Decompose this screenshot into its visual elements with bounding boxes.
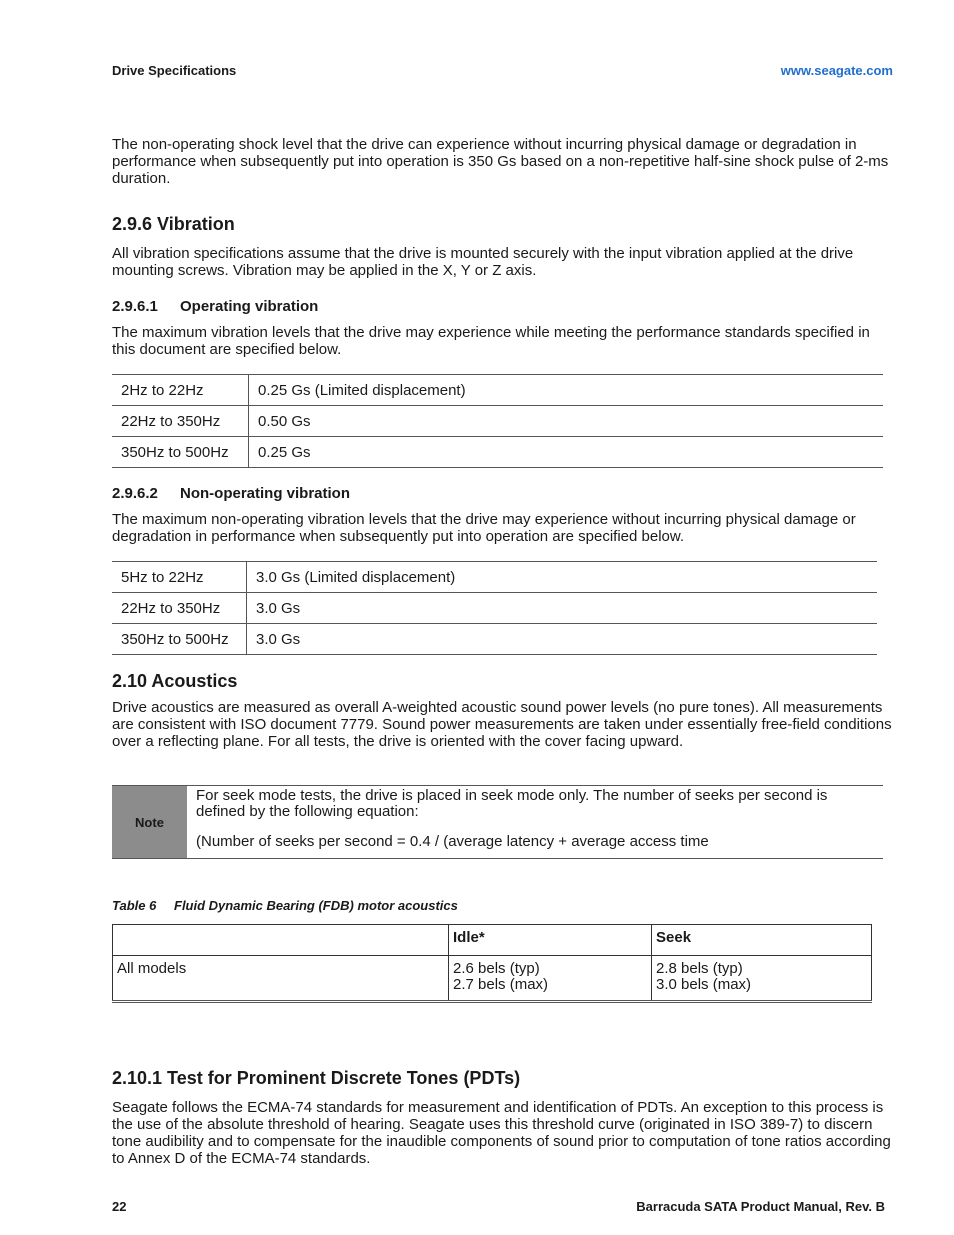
vibration-heading: 2.9.6 Vibration [112,214,235,234]
table-row [112,406,883,437]
shock-paragraph: The non-operating shock level that the drive can experience without incurring physical damage or degradation in performance when subsequently put into operation is 350 Gs based on a non-repetitive half-sine shock pulse of 2-ms duration. [112,136,889,187]
seek-max-value: 3.0 bels (max) [656,976,752,993]
table-row [112,624,877,655]
note-text [196,788,876,850]
table-row [113,956,872,1002]
note-box [112,785,883,859]
acoustics-heading: 2.10 Acoustics [112,671,238,691]
table-cell-value: 3.0 Gs (Limited displacement) [247,562,878,593]
table-row [112,593,877,624]
non-operating-vibration-heading [112,485,350,502]
table-caption-title: Fluid Dynamic Bearing (FDB) motor acoustics [174,898,458,913]
operating-vibration-title: Operating vibration [180,298,319,315]
table-cell-range: 5Hz to 22Hz [112,562,247,593]
table-cell-range: 350Hz to 500Hz [112,624,247,655]
operating-vibration-paragraph: The maximum vibration levels that the drive may experience while meeting the performance standards specified in this document are specified below. [112,324,870,358]
table-cell-value: 0.50 Gs [249,406,884,437]
acoustics-table [112,924,872,1003]
operating-vibration-table [112,374,883,468]
note-label: Note [112,786,187,858]
table-cell-value: 3.0 Gs [247,593,878,624]
table-row [112,437,883,468]
note-line-2: (Number of seeks per second = 0.4 / (average latency + average access time [196,833,709,850]
note-line-1: For seek mode tests, the drive is placed in seek mode only. The number of seeks per second is defined by the following equation: [196,787,828,820]
page-number: 22 [112,1199,127,1214]
idle-typ-value: 2.6 bels (typ) [453,960,540,977]
table-caption [112,897,458,914]
table-row [112,562,877,593]
table-header-seek: Seek [652,925,872,956]
table-cell-range: 22Hz to 350Hz [112,406,249,437]
table-header-row [113,925,872,956]
non-operating-vibration-title: Non-operating vibration [180,485,350,502]
table-header-empty [113,925,449,956]
table-cell-range: 2Hz to 22Hz [112,375,249,406]
website-link[interactable]: www.seagate.com [780,63,893,78]
table-cell-range: 350Hz to 500Hz [112,437,249,468]
table-cell-seek [652,956,872,1002]
operating-vibration-heading [112,298,318,315]
acoustics-paragraph: Drive acoustics are measured as overall A-weighted acoustic sound power levels (no pure tones). All measurements are consistent with ISO document 7779. Sound power measurements are taken under essentially free-field conditions over a reflecting plane. For all tests, the drive is oriented with the cover facing upward. [112,699,892,750]
vibration-paragraph: All vibration specifications assume that the drive is mounted securely with the input vibration applied at the drive mounting screws. Vibration may be applied in the X, Y or Z axis. [112,245,854,279]
table-header-idle: Idle* [449,925,652,956]
pdt-heading: 2.10.1 Test for Prominent Discrete Tones (PDTs) [112,1068,521,1088]
table-caption-number: Table 6 [112,898,157,913]
table-cell-range: 22Hz to 350Hz [112,593,247,624]
table-cell-value: 0.25 Gs (Limited displacement) [249,375,884,406]
idle-max-value: 2.7 bels (max) [453,976,549,993]
table-cell-value: 0.25 Gs [249,437,884,468]
non-operating-vibration-paragraph: The maximum non-operating vibration levels that the drive may experience without incurring physical damage or degradation in performance when subsequently put into operation are specified below. [112,511,856,545]
manual-title: Barracuda SATA Product Manual, Rev. B [636,1199,885,1214]
pdt-paragraph: Seagate follows the ECMA-74 standards for measurement and identification of PDTs. An exception to this process is the use of the absolute threshold of hearing. Seagate uses this threshold curve (originated in ISO 389-7) to discern tone audibility and to compensate for the inaudible components of sound prior to computation of tone ratios according to Annex D of the ECMA-74 standards. [112,1099,891,1167]
table-cell-model: All models [113,956,449,1002]
non-operating-vibration-number: 2.9.6.2 [112,485,158,502]
running-header-section: Drive Specifications [112,63,237,78]
seek-typ-value: 2.8 bels (typ) [656,960,743,977]
operating-vibration-number: 2.9.6.1 [112,298,158,315]
table-row [112,375,883,406]
table-cell-idle [449,956,652,1002]
non-operating-vibration-table [112,561,877,655]
table-cell-value: 3.0 Gs [247,624,878,655]
